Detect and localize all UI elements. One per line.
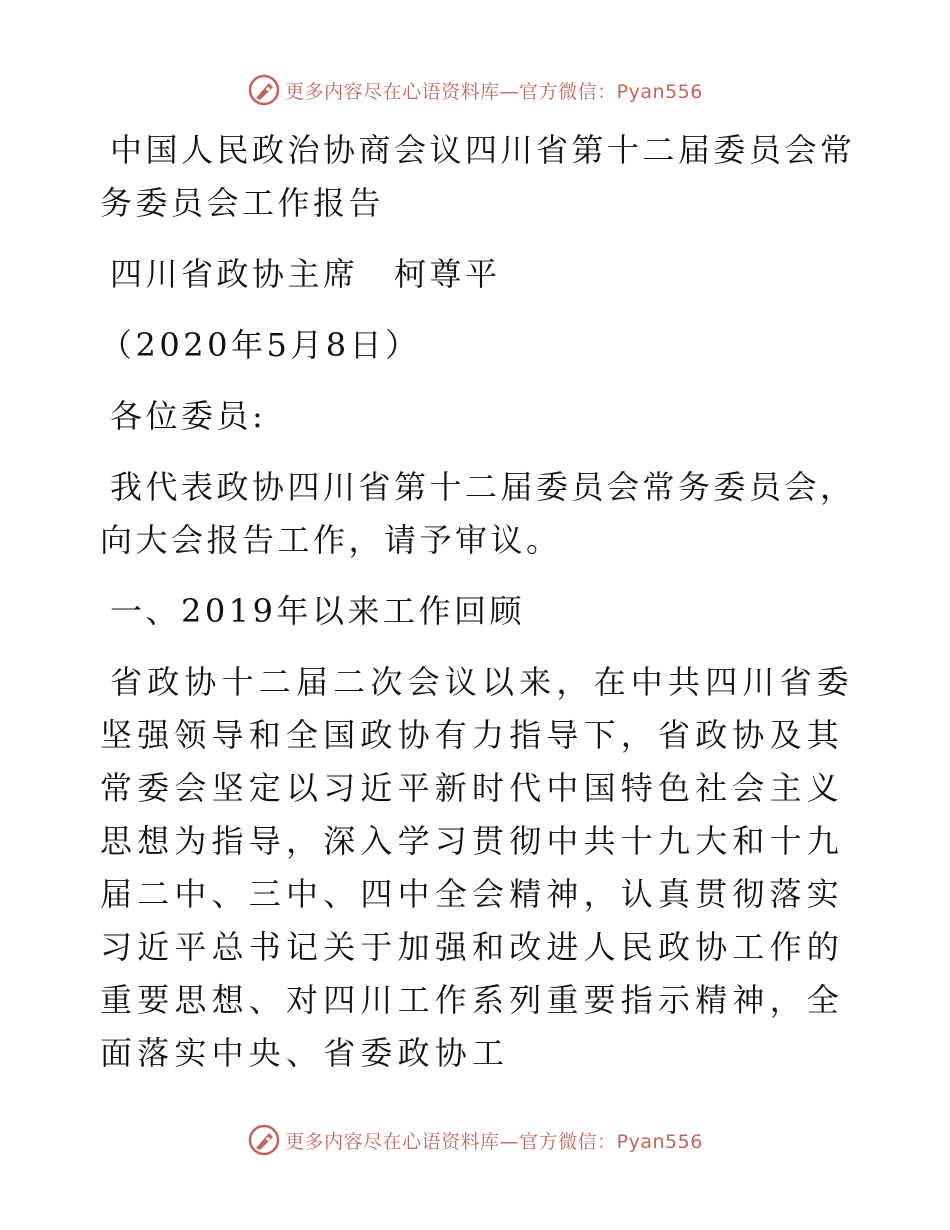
salutation: 各位委员: (110, 397, 267, 435)
watermark-text: 更多内容尽在心语资料库—官方微信：Pyan556 (285, 80, 703, 103)
header-watermark-banner (0, 70, 950, 110)
watermark-text: 更多内容尽在心语资料库—官方微信：Pyan556 (285, 1130, 703, 1153)
footer-watermark-banner (0, 1120, 950, 1160)
section-heading: 一、2019年以来工作回顾 (110, 592, 525, 630)
document-body (100, 124, 860, 1098)
document-author: 四川省政协主席 柯尊平 (110, 255, 501, 293)
paragraph-intro: 我代表政协四川省第十二届委员会常务委员会，向大会报告工作，请予审议。 (100, 468, 856, 559)
pen-nib-logo-icon (247, 73, 281, 107)
pen-nib-logo-icon (247, 1123, 281, 1157)
document-date: （2020年5月8日） (100, 326, 421, 364)
paragraph-body: 省政协十二届二次会议以来，在中共四川省委坚强领导和全国政协有力指导下，省政协及其常委会坚定以习近平新时代中国特色社会主义思想为指导，深入学习贯彻中共十九大和十九届二中、三中、四中全会精神，认真贯彻落实习近平总书记关于加强和改进人民政协工作的重要思想、对四川工作系列重要指示精神，全面落实中央、省委政协工 (100, 663, 855, 1072)
document-title: 中国人民政治协商会议四川省第十二届委员会常务委员会工作报告 (100, 131, 856, 222)
